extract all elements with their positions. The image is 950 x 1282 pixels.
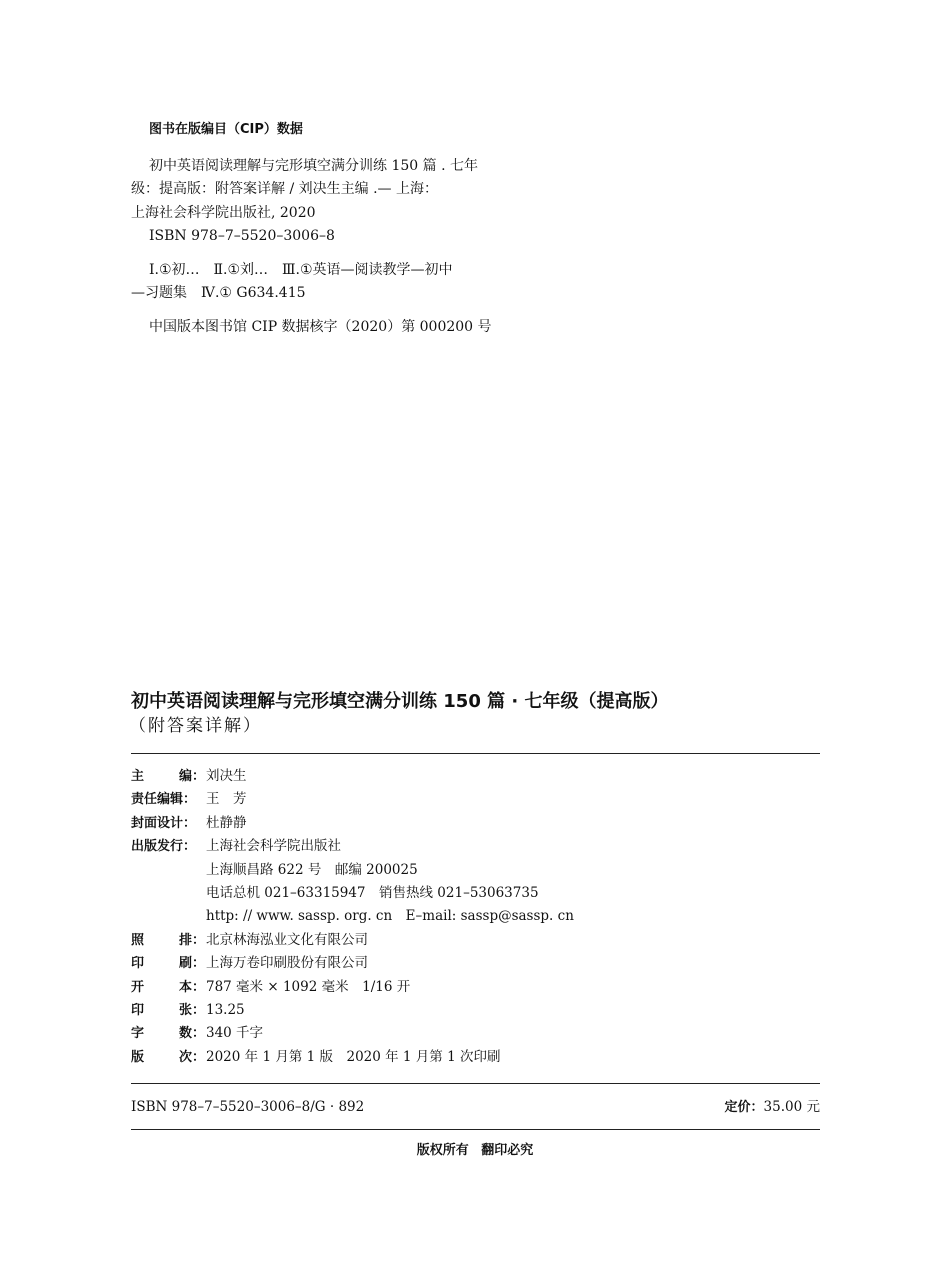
cip-title-line: 初中英语阅读理解与完形填空满分训练 150 篇 . 七年 xyxy=(149,157,478,174)
price-label: 定价： xyxy=(724,1100,764,1115)
credit-format xyxy=(131,976,820,999)
publisher-address-text: 上海顺昌路 622 号 邮编 200025 xyxy=(206,861,418,878)
publisher-address xyxy=(131,859,820,882)
credit-publisher xyxy=(131,835,820,858)
cip-classification xyxy=(131,259,511,306)
price-value: 35.00 元 xyxy=(763,1099,820,1115)
publisher-phone-text: 电话总机 021–63315947 销售热线 021–53063735 xyxy=(206,885,539,902)
price xyxy=(725,1097,820,1118)
book-title: 初中英语阅读理解与完形填空满分训练 150 篇 · 七年级（提高版） xyxy=(131,691,669,712)
credit-cover-design xyxy=(131,812,820,835)
cip-classification-line: Ⅰ.①初… Ⅱ.①刘… Ⅲ.①英语—阅读教学—初中 xyxy=(149,261,453,278)
cip-title-line: 上海社会科学院出版社, 2020 xyxy=(131,204,316,221)
credit-typesetting xyxy=(131,929,820,952)
book-subtitle: （附答案详解） xyxy=(129,716,262,736)
credit-value: 2020 年 1 月第 1 版 2020 年 1 月第 1 次印刷 xyxy=(206,1048,501,1065)
cip-title-record xyxy=(131,155,511,249)
credit-value: 上海万卷印刷股份有限公司 xyxy=(206,955,368,972)
credit-label: 印 张： xyxy=(131,1003,205,1019)
cip-isbn: ISBN 978–7–5520–3006–8 xyxy=(149,228,335,244)
cip-heading: 图书在版编目（CIP）数据 xyxy=(149,122,303,137)
cip-classification-line: —习题集 Ⅳ.① G634.415 xyxy=(131,285,306,301)
credits-block xyxy=(131,765,820,1069)
credit-label: 字 数： xyxy=(131,1026,205,1042)
credit-edition xyxy=(131,1046,820,1069)
credit-label: 版 次： xyxy=(131,1049,205,1065)
publisher-phone xyxy=(131,882,820,905)
cip-title-line: 级：提高版：附答案详解 / 刘决生主编 .— 上海： xyxy=(131,181,438,197)
credit-printing xyxy=(131,952,820,975)
credit-label: 封面设计： xyxy=(131,815,197,831)
divider-top xyxy=(131,753,820,754)
credit-editor xyxy=(131,765,820,788)
credit-sheets xyxy=(131,999,820,1022)
credit-value: 13.25 xyxy=(206,1002,245,1019)
credit-label: 主 编： xyxy=(131,769,205,784)
credit-label: 开 本： xyxy=(131,979,205,995)
publisher-web-text: http: // www. sassp. org. cn E–mail: sassp@sassp. cn xyxy=(206,908,574,925)
credit-value: 787 毫米 × 1092 毫米 1/16 开 xyxy=(206,978,411,995)
credit-value: 340 千字 xyxy=(206,1025,264,1042)
publisher-web xyxy=(131,905,820,928)
credit-label: 责任编辑： xyxy=(131,792,197,808)
credit-value: 刘决生 xyxy=(206,768,247,784)
credit-value: 王 芳 xyxy=(206,791,247,808)
credit-label: 印 刷： xyxy=(131,956,205,972)
copyright-notice: 版权所有 翻印必究 xyxy=(416,1143,534,1158)
publisher-name: 上海社会科学院出版社 xyxy=(206,838,341,855)
divider-bottom xyxy=(131,1129,820,1130)
isbn-price-line xyxy=(131,1097,820,1118)
credit-value: 北京林海泓业文化有限公司 xyxy=(206,931,368,948)
cip-approval: 中国版本图书馆 CIP 数据核字（2020）第 000200 号 xyxy=(149,318,492,335)
credit-responsible-editor xyxy=(131,788,820,811)
credit-label: 出版发行： xyxy=(131,839,197,855)
footer-isbn: ISBN 978–7–5520–3006–8/G · 892 xyxy=(131,1099,365,1115)
credit-value: 杜静静 xyxy=(206,814,247,831)
credit-label: 照 排： xyxy=(131,932,205,948)
divider-middle xyxy=(131,1083,820,1084)
cip-block xyxy=(131,118,511,349)
credit-word-count xyxy=(131,1022,820,1045)
